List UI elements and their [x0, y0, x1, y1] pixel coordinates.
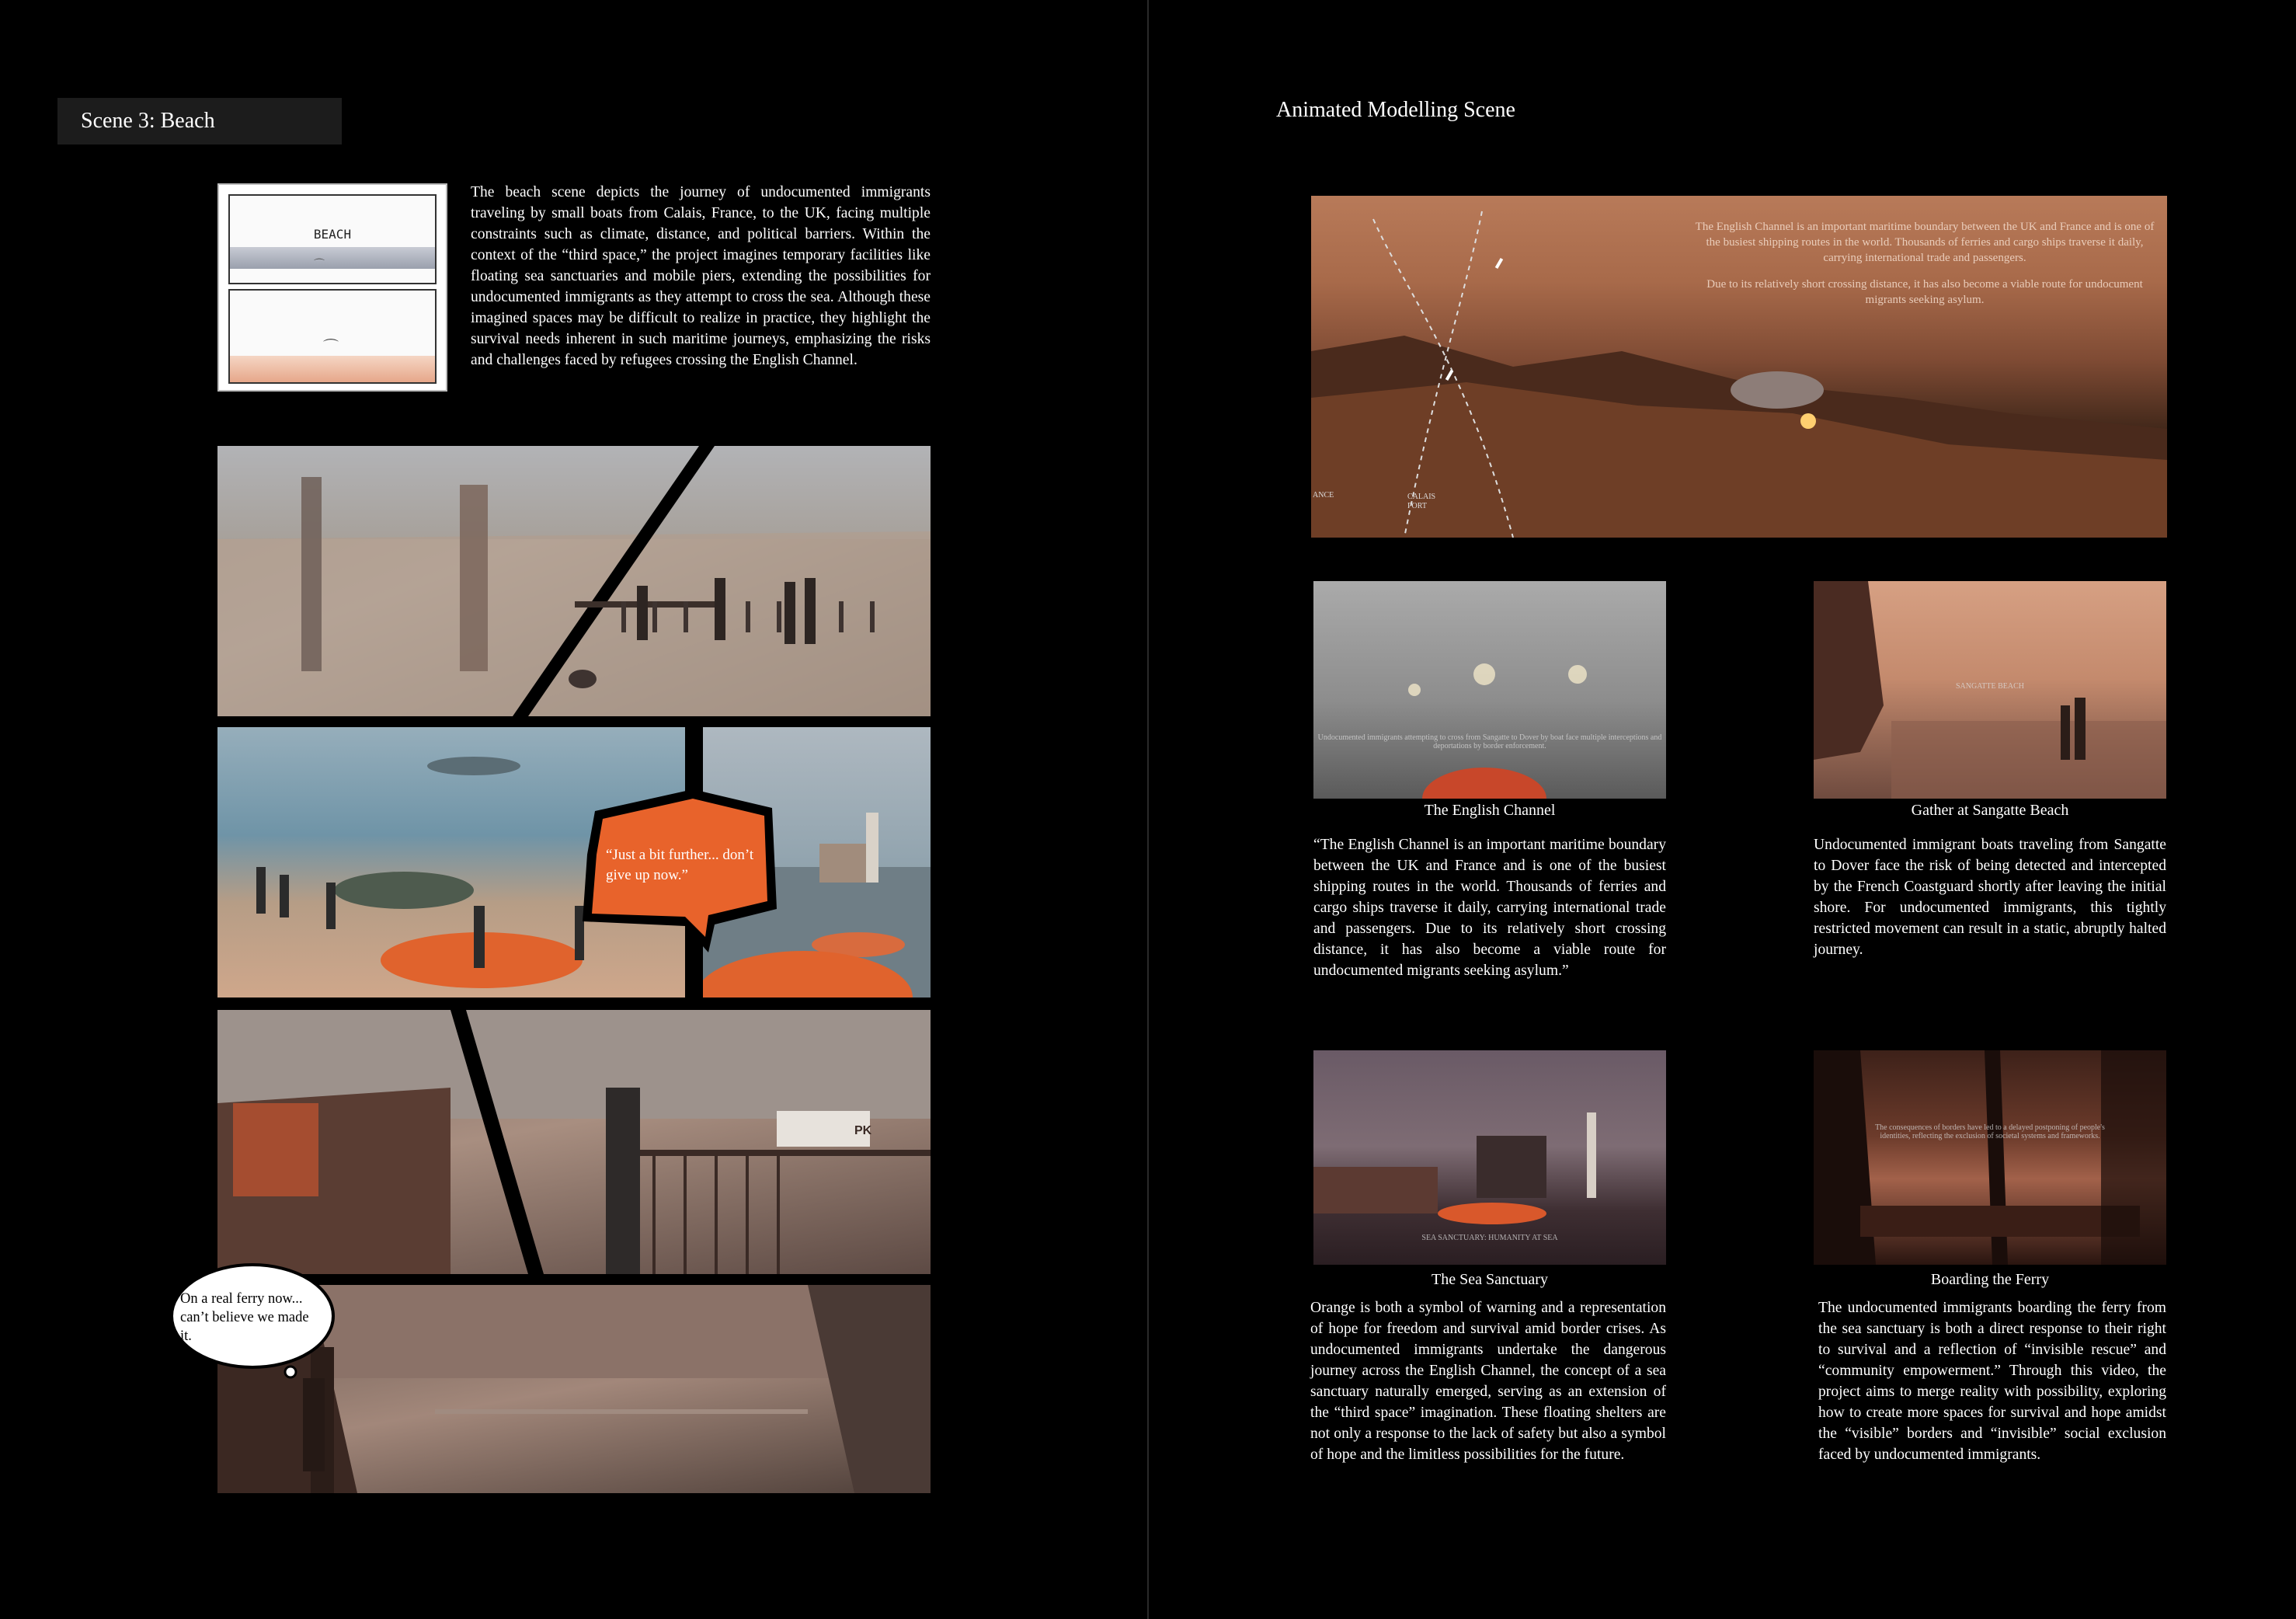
seagull-icon: ⌒ — [314, 259, 325, 271]
image-sangatte-beach — [1814, 581, 2166, 799]
image-subtitle: The consequences of borders have led to a delayed postponing of people's identities, reflecting the exclusion of societal systems and frameworks. — [1875, 1123, 2105, 1140]
text-sangatte-beach: Undocumented immigrant boats traveling from Sangatte to Dover face the risk of being detected and intercepted by the French Coastguard shortly after leaving the initial shore. For undocumented immigrants, this tightly restricted movement can result in a static, abruptly halted journey. — [1814, 837, 2166, 958]
caption-sangatte-beach: Gather at Sangatte Beach — [1911, 802, 2069, 819]
hero-overlay-paragraph: Due to its relatively short crossing distance, it has also become a viable route for undocument migrants seeking asylum. — [1706, 278, 2143, 306]
beach-storyboard-thumbnail — [217, 183, 447, 392]
right-page-heading: Animated Modelling Scene — [1276, 98, 1515, 122]
intro-paragraph: The beach scene depicts the journey of undocumented immigrants traveling by small boats from Calais, France, to the UK, facing multiple constraints such as climate, distance, and political barriers. Within the context of the “third space,” the project imagines temporary facilities like floating sea sanctuaries and mobile piers, extending the possibilities for undocumented immigrants as they attempt to cross the sea. Although these imagined spaces may be difficult to realize in practice, they highlight the survival needs inherent in such maritime journeys, emphasizing the risks and challenges faced by refugees crossing the English Channel. — [471, 184, 931, 368]
caption-boarding-ferry: Boarding the Ferry — [1930, 1271, 2050, 1288]
hero-image-english-channel — [1311, 196, 2167, 538]
image-illustration — [1814, 1050, 2166, 1265]
sea-sketch — [230, 247, 435, 269]
map-label-france: ANCE — [1313, 491, 1334, 500]
seagull-icon: ⌒ — [323, 339, 339, 356]
image-illustration — [1313, 1050, 1666, 1265]
caption-sea-sanctuary: The Sea Sanctuary — [1432, 1271, 1548, 1288]
image-boarding-ferry — [1814, 1050, 2166, 1265]
image-subtitle: SANGATTE BEACH — [1955, 682, 2025, 691]
scene-label: Scene 3: Beach — [57, 98, 342, 144]
hero-overlay-paragraph: The English Channel is an important maritime boundary between the UK and France and is one of the busiest shipping routes in the world. Thousands of ferries and cargo ships traverse it daily, carrying international trade and passengers. — [1695, 221, 2155, 264]
storyboard-frame-top — [228, 194, 437, 284]
text-sea-sanctuary: Orange is both a symbol of warning and a representation of hope for freedom and survival amid border crises. As undocumented immigrants undertake the dangerous journey across the English Channel, the concept of a sea sanctuary naturally emerged, serving as an extension of the “third space” imagination. These floating shelters are not only a response to the lack of safety but also a symbol of hope and the limitless possibilities for the future. — [1310, 1300, 1666, 1463]
comic-panel-drawing — [217, 1010, 931, 1274]
hero-overlay-text — [1692, 219, 2158, 319]
text-boarding-ferry: The undocumented immigrants boarding the ferry from the sea sanctuary is both a direct response to their right to survival and a reflection of “invisible rescue” and “community empowerment.” Through this video, the project aims to merge reality with possibility, exploring how to create more spaces for survival and hope amidst the “visible” borders and “invisible” social exclusion faced by undocumented immigrants. — [1818, 1300, 2166, 1463]
map-label-calais-port: CALAIS PORT — [1407, 493, 1436, 510]
comic-panel-waterfront — [217, 1010, 931, 1274]
storyboard-title: BEACH — [313, 227, 352, 242]
speech-text-white: On a real ferry now... can’t believe we made it. — [180, 1291, 309, 1344]
speech-text-orange: “Just a bit further... don’t give up now.” — [606, 847, 754, 883]
image-subtitle: SEA SANCTUARY: HUMANITY AT SEA — [1421, 1234, 1558, 1242]
image-sea-sanctuary — [1313, 1050, 1666, 1265]
sand-sketch — [230, 356, 435, 382]
ferry-logo: PK — [854, 1124, 872, 1137]
text-english-channel: “The English Channel is an important maritime boundary between the UK and France and is one of the busiest shipping routes in the world. Thousands of ferries and cargo ships traverse it daily, carrying international trade and passengers. Due to its relatively short crossing distance, it has also become a viable route for undocumented migrants seeking asylum.” — [1313, 837, 1666, 979]
comic-panel-drawing — [217, 446, 931, 716]
image-illustration — [1313, 581, 1666, 799]
comic-panel-beach-walk — [217, 446, 931, 716]
storyboard-frame-bottom — [228, 289, 437, 384]
caption-english-channel: The English Channel — [1424, 802, 1556, 819]
image-english-channel — [1313, 581, 1666, 799]
left-page — [0, 0, 1147, 1619]
image-subtitle: Undocumented immigrants attempting to cross from Sangatte to Dover by boat face multiple interceptions and deportations by border enforcement. — [1317, 733, 1662, 750]
